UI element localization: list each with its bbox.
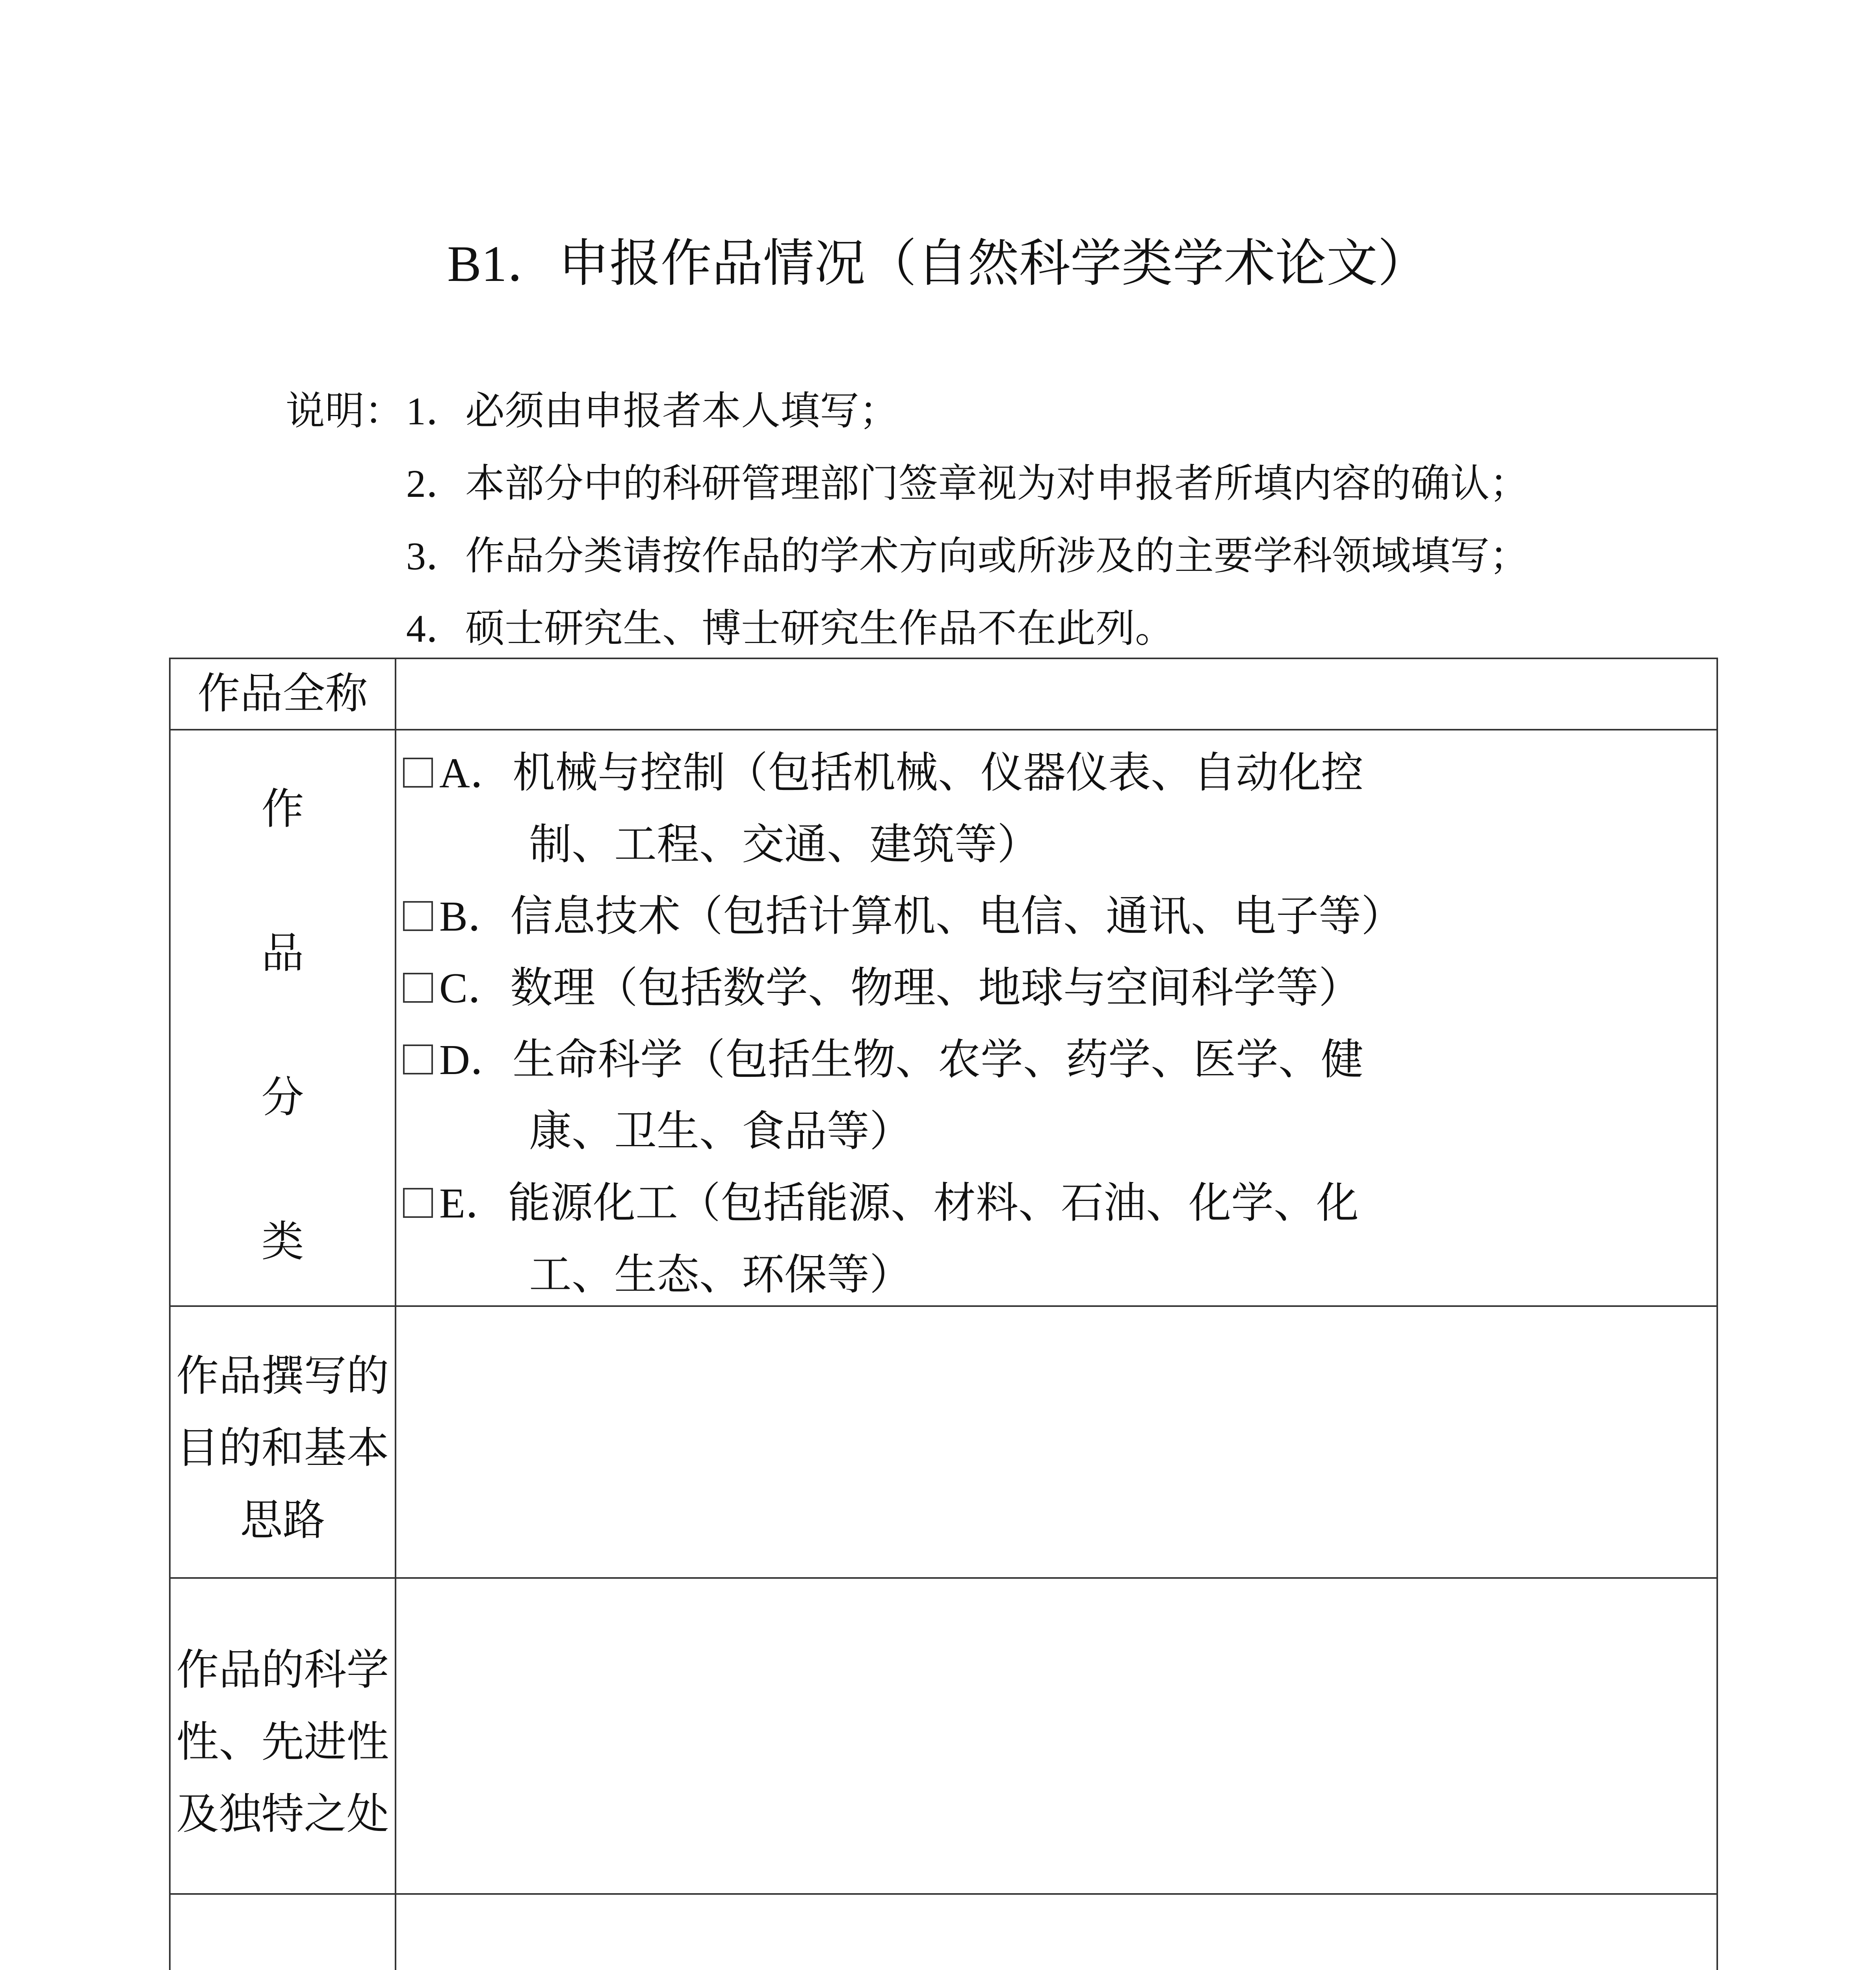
purpose-input[interactable] [396,1307,1718,1579]
innovation-label-line: 及独特之处 [176,1791,389,1838]
category-option-c [403,953,1716,1024]
category-option-e-continuation: 工、生态、环保等） [529,1252,912,1299]
option-b-checkbox[interactable] [403,901,433,931]
category-label: 作品分类 [261,786,304,1266]
category-option-d-continuation: 康、卫生、食品等） [529,1108,912,1155]
form-table [169,658,1718,1970]
innovation-label-line: 作品的科学 [176,1647,389,1694]
category-option-a-continuation: 制、工程、交通、建筑等） [529,821,1040,868]
purpose-label-line: 作品撰写的 [176,1353,389,1400]
option-c-checkbox[interactable] [403,973,433,1003]
option-e-checkbox[interactable] [403,1188,433,1218]
category-option-d [403,1024,1716,1096]
page-title: B1．申报作品情况（自然科学类学术论文） [447,236,1429,292]
option-a-checkbox[interactable] [403,758,433,788]
purpose-label-line: 目的和基本 [176,1425,389,1472]
application-label [171,1895,396,1970]
category-option-a-text: A．机械与控制（包括机械、仪器仪表、自动化控 [439,750,1363,797]
purpose-label [171,1307,396,1579]
category-label-cell [171,730,396,1307]
full-name-input[interactable] [396,659,1718,730]
category-option-e-text: E．能源化工（包括能源、材料、石油、化学、化 [439,1180,1359,1227]
category-option-b [403,881,1716,953]
full-name-label: 作品全称 [171,659,396,730]
purpose-label-line: 思路 [240,1497,325,1544]
instructions-list [406,375,1529,665]
option-d-checkbox[interactable] [403,1044,433,1074]
instruction-item: 2．本部分中的科研管理部门签章视为对申报者所填内容的确认； [406,462,1529,506]
instruction-item: 4．硕士研究生、博士研究生作品不在此列。 [406,607,1174,650]
category-option-b-text: B．信息技术（包括计算机、电信、通讯、电子等） [439,893,1404,940]
innovation-label [171,1579,396,1895]
category-option-c-text: C．数理（包括数学、物理、地球与空间科学等） [439,965,1361,1012]
innovation-input[interactable] [396,1579,1718,1895]
instructions-label: 说明： [286,389,404,433]
category-option-e [403,1168,1716,1240]
instruction-item: 3．作品分类请按作品的学术方向或所涉及的主要学科领域填写； [406,534,1529,578]
application-input[interactable] [396,1895,1718,1970]
category-options [396,730,1718,1307]
innovation-label-line: 性、先进性 [176,1719,389,1766]
category-option-d-text: D．生命科学（包括生物、农学、药学、医学、健 [439,1037,1363,1084]
instruction-item: 1．必须由申报者本人填写； [406,389,899,433]
category-option-a [403,738,1716,809]
